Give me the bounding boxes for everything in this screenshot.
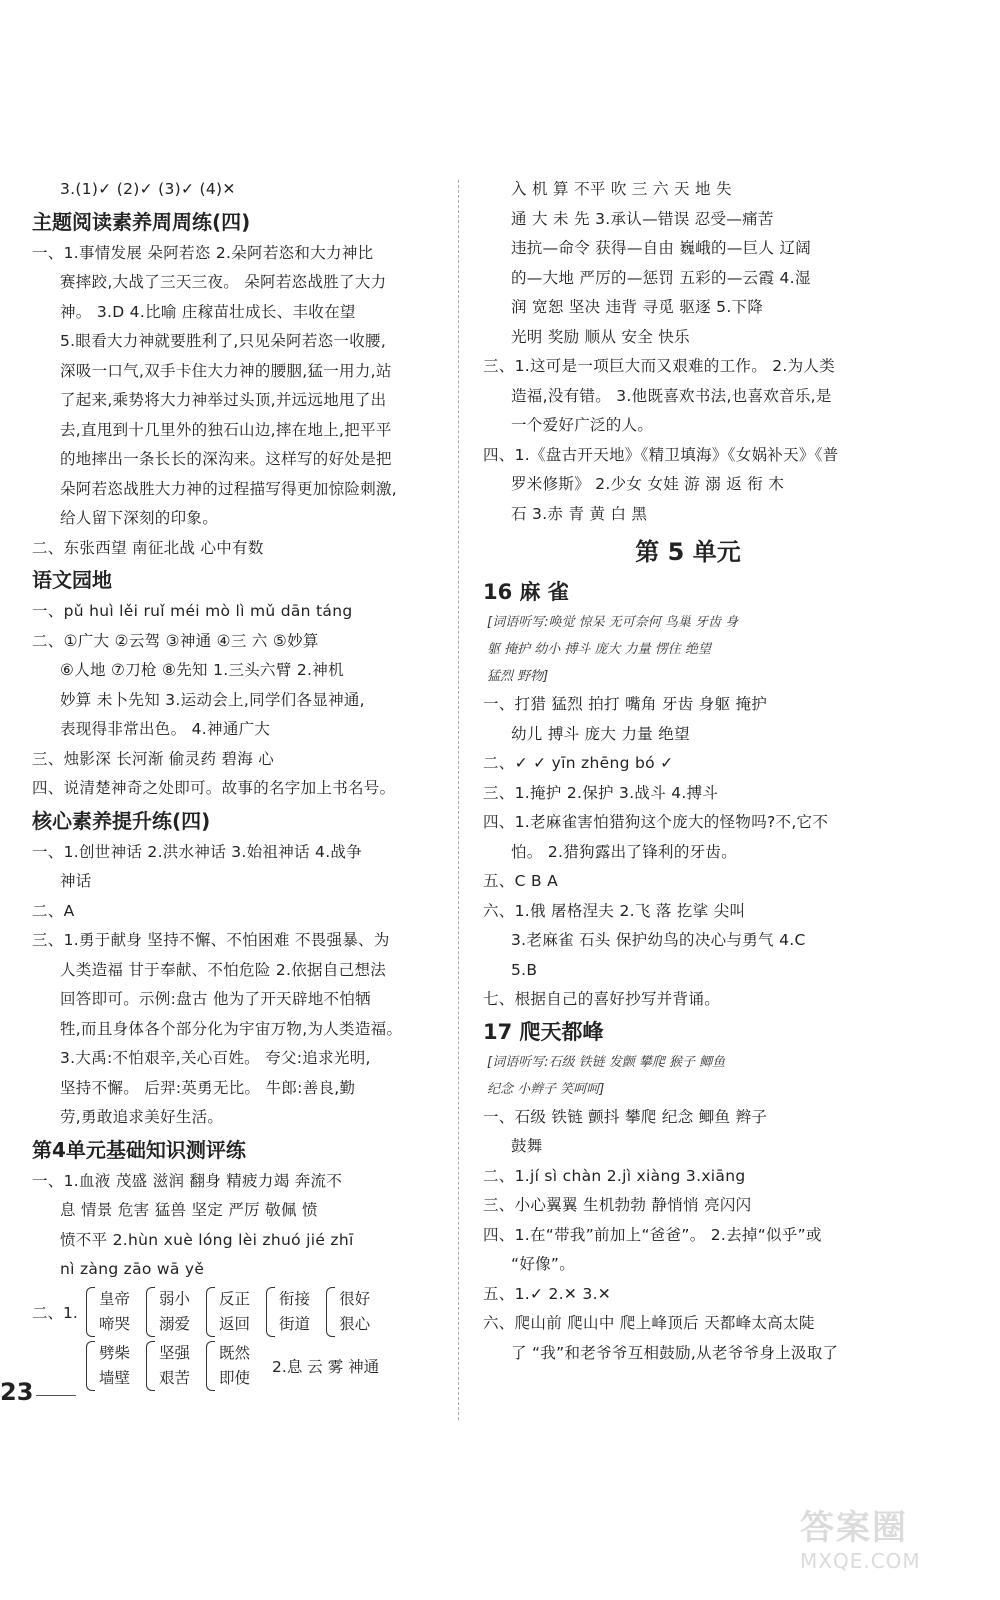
question-number: 二、1.: [32, 1303, 78, 1322]
vocab-title: [词语听写:石级 铁链 发颤 攀爬 猴子 鲫鱼: [487, 1054, 726, 1070]
answer-line: 息 情景 危害 猛兽 坚定 严厉 敬佩 愤: [60, 1201, 318, 1219]
pair-word: 皇帝: [99, 1289, 131, 1308]
answer-line: 四、说清楚神奇之处即可。故事的名字加上书名号。: [32, 779, 396, 797]
answer-line: 五、1.✓ 2.✕ 3.✕: [483, 1284, 612, 1303]
answer-line: 三、烛影深 长河渐 偷灵药 碧海 心: [32, 749, 275, 768]
answer-line: 幼儿 搏斗 庞大 力量 绝望: [511, 724, 690, 743]
answer-line: 神话: [60, 872, 92, 890]
answer-line: 三、1.勇于献身 坚持不懈、不怕困难 不畏强暴、为: [32, 931, 390, 949]
answer-tail: 2.息 云 雾 神通: [272, 1357, 380, 1376]
word-pair: [146, 1341, 190, 1391]
watermark-title: 答案圈: [800, 1508, 908, 1548]
answer-line: 神。 3.D 4.比喻 庄稼苗壮成长、丰收在望: [60, 302, 356, 321]
answer-line: 的—大地 严厉的—惩罚 五彩的—云霞 4.湿: [511, 268, 811, 287]
lesson-title: 16 麻 雀: [483, 580, 569, 604]
answer-line: 一、1.事情发展 朵阿若恣 2.朵阿若恣和大力神比: [32, 243, 374, 262]
word-pair-row: [32, 1287, 442, 1337]
word-pair: [326, 1287, 370, 1337]
watermark-url: MXQE.COM: [800, 1549, 921, 1573]
answer-line: 的地摔出一条长长的深沟来。这样写的好处是把: [60, 450, 392, 468]
answer-line: 赛摔跤,大战了三天三夜。 朵阿若恣战胜了大力: [60, 273, 387, 291]
answer-line: 二、①广大 ②云驾 ③神通 ④三 六 ⑤妙算: [32, 631, 319, 650]
answer-line: 二、东张西望 南征北战 心中有数: [32, 538, 264, 557]
brace-icon: [86, 1287, 95, 1337]
answer-line: 润 宽恕 坚决 违背 寻觅 驱逐 5.下降: [511, 298, 764, 316]
heading-title: 核心素养提升练(四): [32, 808, 211, 833]
pair-word: 很好: [339, 1289, 371, 1308]
answer-line: 三、1.掩护 2.保护 3.战斗 4.搏斗: [483, 783, 719, 802]
answer-line: 5.眼看大力神就要胜利了,只见朵阿若恣一收腰,: [60, 332, 387, 350]
pair-word: 街道: [279, 1314, 311, 1333]
unit-title: 第 5 单元: [635, 538, 741, 566]
vocab-title: [词语听写:唤觉 惊呆 无可奈何 鸟巢 牙齿 身: [487, 615, 739, 630]
pair-word: 衔接: [279, 1289, 311, 1308]
answer-line: 了 “我”和老爷爷互相鼓励,从老爷爷身上汲取了: [511, 1343, 839, 1362]
pair-word: 返回: [219, 1314, 251, 1333]
answer-line: 四、1.老麻雀害怕猎狗这个庞大的怪物吗?不,它不: [483, 813, 829, 831]
answer-line: 通 大 未 先 3.承认—错误 忍受—痛苦: [511, 209, 774, 228]
left-column: [32, 175, 442, 1395]
vocab-title: 躯 掩护 幼小 搏斗 庞大 力量 愣住 绝望: [487, 642, 711, 657]
right-column: [483, 175, 893, 1368]
answer-line: 怕。 2.猎狗露出了锋利的牙齿。: [511, 842, 738, 861]
pair-word: 艰苦: [159, 1368, 191, 1387]
answer-line: 四、1.在“带我”前加上“爸爸”。 2.去掉“似乎”或: [483, 1225, 822, 1244]
answer-line: 一个爱好广泛的人。: [511, 416, 654, 434]
vocab-title: 猛烈 野物]: [487, 669, 549, 684]
heading-title: 主题阅读素养周周练(四): [32, 209, 251, 234]
answer-line: 3.老麻雀 石头 保护幼鸟的决心与勇气 4.C: [511, 931, 806, 949]
answer-line: 三、小心翼翼 生机勃勃 静悄悄 亮闪闪: [483, 1196, 752, 1214]
brace-icon: [206, 1287, 215, 1337]
answer-line: 坚持不懈。 后羿:英勇无比。 牛郎:善良,勤: [60, 1078, 356, 1097]
pair-word: 溺爱: [159, 1314, 191, 1333]
word-pair: [86, 1341, 130, 1391]
heading-title: 语文园地: [32, 568, 112, 592]
answer-line: 四、1.《盘古开天地》《精卫填海》《女娲补天》《普: [483, 445, 839, 464]
answer-line: 六、爬山前 爬山中 爬上峰顶后 天都峰太高太陡: [483, 1314, 815, 1332]
pair-word: 即使: [219, 1368, 251, 1387]
answer-line: 罗米修斯》 2.少女 女娃 游 溺 返 衔 木: [511, 475, 785, 493]
pair-word: 狠心: [339, 1314, 371, 1333]
answer-line: 劳,勇敢追求美好生活。: [60, 1108, 224, 1126]
answer-line: 一、1.血液 茂盛 滋润 翻身 精疲力竭 奔流不: [32, 1171, 343, 1190]
word-pair: [86, 1287, 130, 1337]
word-pair: [266, 1287, 310, 1337]
answer-line: 回答即可。示例:盘古 他为了开天辟地不怕牺: [60, 990, 371, 1008]
word-pair-row: [32, 1341, 442, 1391]
page-number: 23: [0, 1378, 34, 1406]
vocab-title: 纪念 小辫子 笑呵呵]: [487, 1081, 605, 1097]
watermark-logo: [800, 1500, 980, 1592]
answer-line: 深吸一口气,双手卡住大力神的腰胭,猛一用力,站: [60, 361, 392, 380]
answer-line: 去,直甩到十几里外的独石山边,摔在地上,把平平: [60, 420, 392, 439]
page-number-rule: [36, 1395, 76, 1396]
brace-icon: [206, 1341, 215, 1391]
answer-line: ⑥人地 ⑦刀枪 ⑧先知 1.三头六臂 2.神机: [60, 661, 344, 679]
answer-line: 3.大禹:不怕艰辛,关心百姓。 夸父:追求光明,: [60, 1049, 371, 1067]
answer-line: 二、✓ ✓ yīn zhēng bó ✓: [483, 754, 674, 772]
answer-line: 造福,没有错。 3.他既喜欢书法,也喜欢音乐,是: [511, 386, 832, 405]
answer-line: 二、A: [32, 901, 75, 920]
pair-word: 弱小: [159, 1289, 191, 1308]
pair-word: 既然: [219, 1343, 251, 1362]
column-divider: [458, 180, 459, 1420]
answer-line: 违抗—命令 获得—自由 巍峨的—巨人 辽阔: [511, 239, 812, 257]
answer-line: 七、根据自己的喜好抄写并背诵。: [483, 990, 721, 1008]
heading-title: 第4单元基础知识测评练: [32, 1137, 246, 1162]
answer-line: 人类造福 甘于奉献、不怕危险 2.依据自己想法: [60, 960, 387, 979]
brace-icon: [86, 1341, 95, 1391]
answer-line: 朵阿若恣战胜大力神的过程描写得更加惊险刺激,: [60, 479, 398, 498]
answer-line: 3.(1)✓ (2)✓ (3)✓ (4)✕: [60, 180, 236, 198]
answer-line: 一、1.创世神话 2.洪水神话 3.始祖神话 4.战争: [32, 842, 363, 861]
answer-line: 六、1.俄 屠格涅夫 2.飞 落 扢挲 尖叫: [483, 901, 746, 920]
answer-line: 入 机 算 不平 吹 三 六 天 地 失: [511, 180, 732, 198]
brace-icon: [146, 1341, 155, 1391]
answer-line: nì zàng zāo wā yě: [60, 1260, 205, 1278]
answer-line: “好像”。: [511, 1255, 576, 1273]
pair-word: 反正: [219, 1289, 251, 1308]
answer-line: 妙算 未卜先知 3.运动会上,同学们各显神通,: [60, 690, 365, 709]
pair-word: 坚强: [159, 1343, 191, 1362]
lesson-title: 17 爬天都峰: [483, 1019, 604, 1044]
answer-line: 5.B: [511, 960, 538, 979]
word-pair: [206, 1341, 250, 1391]
pair-word: 墙壁: [99, 1368, 131, 1387]
answer-line: 光明 奖励 顺从 安全 快乐: [511, 327, 690, 346]
answer-line: 给人留下深刻的印象。: [60, 509, 219, 527]
answer-line: 一、打猎 猛烈 拍打 嘴角 牙齿 身躯 掩护: [483, 695, 768, 713]
word-pair: [206, 1287, 250, 1337]
brace-icon: [326, 1287, 335, 1337]
answer-line: 表现得非常出色。 4.神通广大: [60, 720, 271, 738]
brace-icon: [266, 1287, 275, 1337]
answer-line: 愤不平 2.hùn xuè lóng lèi zhuó jié zhī: [60, 1230, 354, 1249]
answer-line: 一、pǔ huì lěi ruǐ méi mò lì mǔ dān táng: [32, 602, 353, 620]
answer-line: 鼓舞: [511, 1137, 543, 1155]
brace-icon: [146, 1287, 155, 1337]
answer-line: 一、石级 铁链 颤抖 攀爬 纪念 鲫鱼 辫子: [483, 1107, 768, 1126]
pair-word: 劈柴: [99, 1343, 131, 1362]
answer-line: 石 3.赤 青 黄 白 黑: [511, 504, 648, 523]
answer-line: 牲,而且身体各个部分化为宇宙万物,为人类造福。: [60, 1019, 403, 1038]
answer-line: 了起来,乘势将大力神举过头顶,并远远地甩了出: [60, 391, 387, 409]
answer-line: 二、1.jí sì chàn 2.jì xiàng 3.xiāng: [483, 1166, 746, 1185]
answer-line: 三、1.这可是一项巨大而又艰难的工作。 2.为人类: [483, 357, 836, 375]
pair-word: 啼哭: [99, 1314, 131, 1333]
word-pair: [146, 1287, 190, 1337]
answer-line: 五、C B A: [483, 872, 559, 890]
